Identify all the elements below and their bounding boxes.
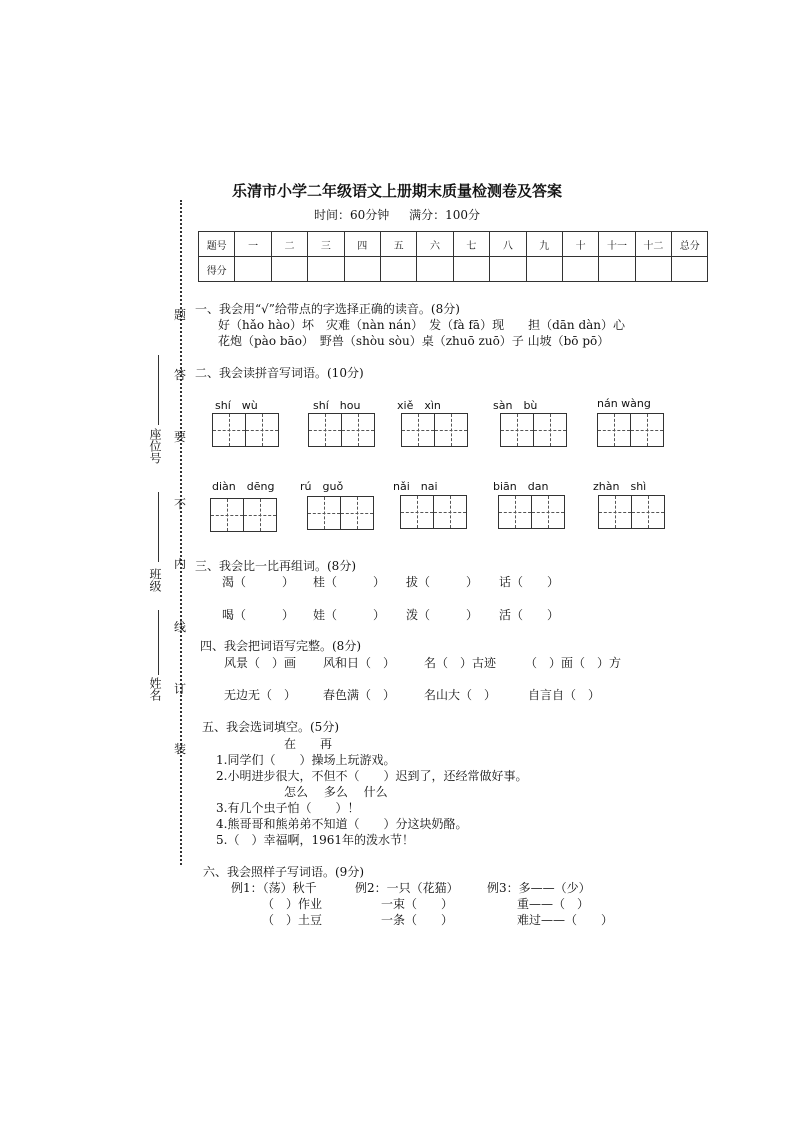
writing-grid[interactable] [400, 495, 466, 529]
score-input-cell[interactable] [453, 257, 489, 282]
binding-char: 内 [173, 557, 186, 571]
pinyin-label: nǎi nai [393, 480, 438, 493]
writing-grid[interactable] [597, 413, 663, 447]
pinyin-label: zhàn shì [593, 480, 647, 493]
score-table-cell: 三 [308, 232, 344, 257]
compare-item: 娃（ ） [313, 608, 386, 622]
idiom-item: 无边无（ ） [224, 688, 297, 702]
fill-question: 3.有几个虫子怕（ ）！ [216, 801, 360, 815]
exercise-item: 重——（ ） [517, 897, 590, 911]
writing-grid[interactable] [210, 498, 276, 532]
section-5-heading: 五、我会选词填空。(5分) [202, 720, 339, 734]
compare-item: 桂（ ） [313, 575, 386, 589]
section-1-line: 好（hǎo hào）坏 灾难（nàn nán） 发（fà fā）现 担（dān dàn）心 [218, 318, 626, 332]
score-input-cell[interactable] [380, 257, 416, 282]
binding-char: 答 [173, 368, 186, 382]
score-table-header-row [199, 232, 708, 257]
score-table-cell: 四 [344, 232, 380, 257]
class-line [158, 492, 159, 562]
binding-char: 题 [173, 308, 186, 322]
section-3-heading: 三、我会比一比再组词。(8分) [195, 559, 356, 573]
score-table-cell: 七 [453, 232, 489, 257]
pinyin-label: shí hou [313, 399, 361, 412]
section-2-heading: 二、我会读拼音写词语。(10分) [195, 366, 364, 380]
score-table-cell: 五 [380, 232, 416, 257]
compare-item: 话（ ） [499, 575, 560, 589]
writing-grid[interactable] [401, 413, 467, 447]
score-table-cell: 十二 [635, 232, 671, 257]
example-item: 例2：一只（花猫） [355, 881, 459, 895]
writing-grid[interactable] [498, 495, 564, 529]
idiom-item: 名山大（ ） [424, 688, 497, 702]
binding-char: 线 [173, 620, 186, 634]
exam-full-score: 满分：100分 [409, 208, 480, 222]
idiom-item: 名（ ）古迹 [424, 656, 497, 670]
score-table-cell: 总分 [672, 232, 708, 257]
example-item: 例3：多——（少） [487, 881, 591, 895]
score-table-score-row [199, 257, 708, 282]
example-item: 例1：（荡）秋千 [231, 881, 317, 895]
seat-number-label: 座位号 [148, 428, 162, 464]
section-6-heading: 六、我会照样子写词语。(9分) [203, 865, 364, 879]
exercise-item: 一条（ ） [381, 913, 454, 927]
pinyin-label: sàn bù [493, 399, 538, 412]
pinyin-label: diàn dēng [212, 480, 275, 493]
pinyin-label: nán wàng [597, 397, 651, 410]
idiom-item: 春色满（ ） [323, 688, 396, 702]
pinyin-label: xiě xìn [397, 399, 441, 412]
binding-char: 要 [173, 430, 186, 444]
score-input-cell[interactable] [308, 257, 344, 282]
score-input-cell[interactable] [599, 257, 635, 282]
score-table-cell: 八 [490, 232, 526, 257]
score-table [198, 231, 708, 282]
exercise-item: 一束（ ） [381, 897, 454, 911]
class-label: 班级 [148, 568, 162, 592]
score-input-cell[interactable] [635, 257, 671, 282]
score-input-cell[interactable] [490, 257, 526, 282]
score-table-cell: 六 [417, 232, 453, 257]
exam-time: 时间：60分钟 [313, 208, 390, 222]
writing-grid[interactable] [500, 413, 566, 447]
compare-item: 活（ ） [499, 608, 560, 622]
score-input-cell[interactable] [562, 257, 598, 282]
compare-item: 泼（ ） [406, 608, 479, 622]
section-1-heading: 一、我会用“√”给带点的字选择正确的读音。(8分) [195, 302, 460, 316]
name-label: 姓名 [148, 677, 162, 701]
binding-char: 不 [173, 497, 186, 511]
score-table-cell: 题号 [199, 232, 235, 257]
fill-question: 1.同学们（ ）操场上玩游戏。 [216, 753, 396, 767]
binding-dotted-line [180, 200, 182, 865]
score-input-cell[interactable] [271, 257, 307, 282]
binding-char: 装 [173, 742, 186, 756]
binding-char: 订 [173, 682, 186, 696]
score-table-cell: 十 [562, 232, 598, 257]
idiom-item: （ ）面（ ）方 [525, 656, 622, 670]
score-input-cell[interactable] [235, 257, 271, 282]
exercise-item: 难过——（ ） [517, 913, 614, 927]
idiom-item: 风和日（ ） [323, 656, 396, 670]
compare-item: 拔（ ） [406, 575, 479, 589]
idiom-item: 自言自（ ） [528, 688, 601, 702]
pinyin-label: rú guǒ [300, 480, 344, 493]
writing-grid[interactable] [308, 413, 374, 447]
score-input-cell[interactable] [526, 257, 562, 282]
fill-question: 4.熊哥哥和熊弟弟不知道（ ）分这块奶酪。 [216, 817, 468, 831]
score-table-cell: 得分 [199, 257, 235, 282]
pinyin-label: shí wù [215, 399, 258, 412]
fill-question: 5.（ ）幸福啊，1961年的泼水节！ [216, 833, 414, 847]
idiom-item: 风景（ ）画 [224, 656, 297, 670]
name-line [158, 610, 159, 675]
page-title: 乐清市小学二年级语文上册期末质量检测卷及答案 [231, 182, 562, 200]
score-input-cell[interactable] [344, 257, 380, 282]
seat-number-line [158, 355, 159, 425]
exercise-item: （ ）作业 [262, 897, 323, 911]
score-input-cell[interactable] [672, 257, 708, 282]
compare-item: 渴（ ） [222, 575, 295, 589]
compare-item: 喝（ ） [222, 608, 295, 622]
score-table-cell: 十一 [599, 232, 635, 257]
fill-question: 2.小明进步很大，不但不（ ）迟到了，还经常做好事。 [216, 769, 528, 783]
score-table-cell: 一 [235, 232, 271, 257]
writing-grid[interactable] [598, 495, 664, 529]
pinyin-label: biān dan [493, 480, 549, 493]
score-table-cell: 二 [271, 232, 307, 257]
word-choices: 怎么 多么 什么 [284, 785, 388, 799]
writing-grid[interactable] [212, 413, 278, 447]
score-input-cell[interactable] [417, 257, 453, 282]
exercise-item: （ ）土豆 [262, 913, 323, 927]
word-choices: 在 再 [284, 737, 333, 751]
score-table-cell: 九 [526, 232, 562, 257]
exam-info [0, 206, 794, 223]
writing-grid[interactable] [307, 496, 373, 530]
section-4-heading: 四、我会把词语写完整。(8分) [200, 639, 361, 653]
section-1-line: 花炮（pào bāo） 野兽（shòu sòu）桌（zhuō zuō）子 山坡（bō pō） [218, 334, 610, 348]
